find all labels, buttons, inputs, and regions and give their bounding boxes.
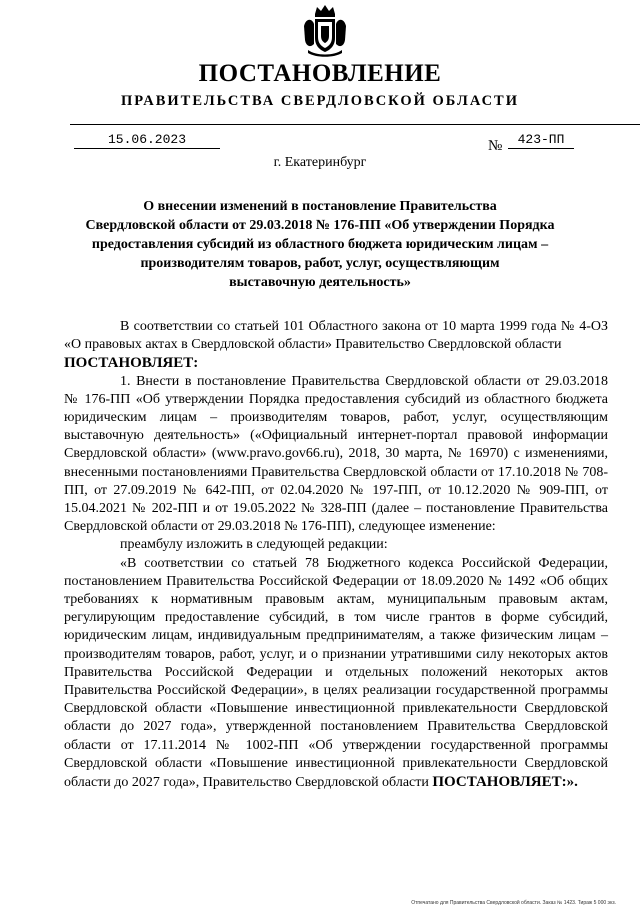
preamble-intro: преамбулу изложить в следующей редакции:: [120, 537, 388, 553]
document-subject: [74, 197, 566, 292]
document-body: [64, 318, 608, 792]
preamble-quote-text: «В соответствии со статьей 78 Бюджетного кодекса Российской Федерации, постановлением Правительства Российской Федерации от 18.09.2020 № 1492 «Об общих требованиях к нормативным правовым актам, муниципальным правовым актам, регулирующим предоставление субсидий, в том числе грантов в форме субсидий, юридическим лицам, индивидуальным предпринимателям, а также физическим лицам – производителям товаров, работ, услуг, и о признании утратившими силу некоторых актов Правительства Российской Федерации и отдельных положений некоторых актов Правительства Российской Федерации», в целях реализации государственной программы Свердловской области «Повышение инвестиционной привлекательности Свердловской области до 2027 года», утвержденной постановлением Правительства Свердловской области от 17.11.2014 № 1002-ПП «Об утверждении государственной программы Свердловской области «Повышение инвестиционной привлекательности Свердловской области до 2027 года», Правительство Свердловской области: [64, 555, 608, 791]
coat-of-arms-icon: [302, 4, 348, 58]
issuing-authority: ПРАВИТЕЛЬСТВА СВЕРДЛОВСКОЙ ОБЛАСТИ: [120, 93, 520, 109]
preamble-decree-keyword: ПОСТАНОВЛЯЕТ:».: [432, 774, 578, 791]
document-city: г. Екатеринбург: [273, 155, 367, 170]
subject-line: Свердловской области от 29.03.2018 № 176-ПП «Об утверждении Порядка: [85, 218, 555, 233]
preamble-quote: [64, 555, 608, 793]
decree-keyword: ПОСТАНОВЛЯЕТ:: [64, 355, 199, 372]
item-1-paragraph: 1. Внести в постановление Правительства Свердловской области от 29.03.2018 № 176-ПП «Об утверждении Порядка предоставления субсидий из областного бюджета юридическим лицам – производителям товаров, работ, услуг, осуществляющим выставочную деятельность» («Официальный интернет-портал правовой информации Свердловской области» (www.pravo.gov66.ru), 2018, 30 марта, № 16970) с изменениями, внесенными постановлениями Правительства Свердловской области от 17.10.2018 № 708-ПП, от 27.09.2019 № 642-ПП, от 02.04.2020 № 197-ПП, от 10.12.2020 № 909-ПП, от 15.04.2021 № 202-ПП и от 19.05.2022 № 328-ПП (далее – постановление Правительства Свердловской области от 29.03.2018 № 176-ПП), следующее изменение:: [64, 373, 608, 535]
header-divider: [70, 124, 640, 125]
subject-line: производителям товаров, работ, услуг, осуществляющим: [140, 256, 500, 271]
number-sign: №: [488, 138, 503, 154]
document-title: ПОСТАНОВЛЕНИЕ: [198, 60, 442, 87]
intro-paragraph: В соответствии со статьей 101 Областного закона от 10 марта 1999 года № 4-ОЗ «О правовых актах в Свердловской области» Правительство Свердловской области: [64, 319, 608, 353]
subject-line: выставочную деятельность»: [229, 275, 411, 290]
document-date: 15.06.2023: [74, 132, 220, 149]
subject-line: О внесении изменений в постановление Правительства: [143, 199, 497, 214]
subject-line: предоставления субсидий из областного бюджета юридическим лицам –: [91, 237, 549, 252]
print-footer: Отпечатано для Правительства Свердловской области. Заказ № 1423. Тираж 5 000 экз.: [411, 900, 616, 906]
document-number: 423-ПП: [508, 132, 574, 149]
